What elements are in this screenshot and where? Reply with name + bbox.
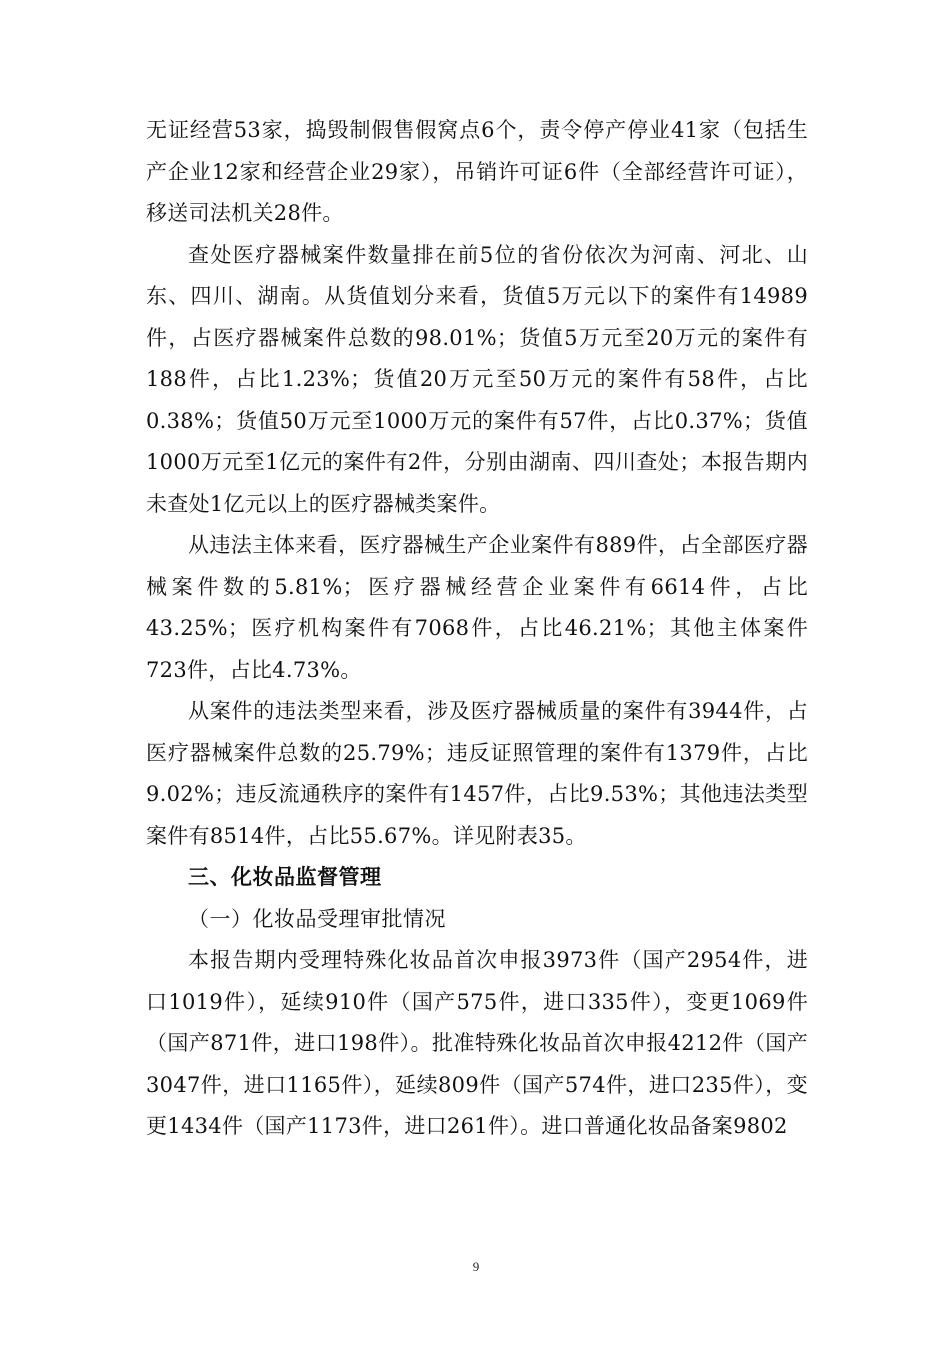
paragraph-cosmetics-applications: 本报告期内受理特殊化妆品首次申报3973件（国产2954件，进口1019件），延续910件（国产575件，进口335件），变更1069件（国产871件，进口198件）。批准特殊化妆品首次申报4212件（国产3047件，进口1165件），延续809件（国产574件，进口235件），变更1434件（国产1173件，进口261件）。进口普通化妆品备案9802 [146, 948, 808, 1138]
document-body [146, 110, 808, 1148]
paragraph-case-value-distribution: 查处医疗器械案件数量排在前5位的省份依次为河南、河北、山东、四川、湖南。从货值划分来看，货值5万元以下的案件有14989件，占医疗器械案件总数的98.01%；货值5万元至20万元的案件有188件，占比1.23%；货值20万元至50万元的案件有58件，占比0.38%；货值50万元至1000万元的案件有57件，占比0.37%；货值1000万元至1亿元的案件有2件，分别由湖南、四川查处；本报告期内未查处1亿元以上的医疗器械类案件。 [146, 242, 808, 516]
section-heading-cosmetics: 三、化妆品监督管理 [188, 865, 382, 889]
paragraph-enforcement-summary: 无证经营53家，捣毁制假售假窝点6个，责令停产停业41家（包括生产企业12家和经营企业29家），吊销许可证6件（全部经营许可证），移送司法机关28件。 [146, 118, 808, 225]
paragraph-violation-types: 从案件的违法类型来看，涉及医疗器械质量的案件有3944件，占医疗器械案件总数的25.79%；违反证照管理的案件有1379件，占比9.02%；违反流通秩序的案件有1457件，占比9.53%；其他违法类型案件有8514件，占比55.67%。详见附表35。 [146, 699, 808, 848]
page-number: 9 [472, 1259, 480, 1274]
paragraph-violation-subjects: 从违法主体来看，医疗器械生产企业案件有889件，占全部医疗器械案件数的5.81%；医疗器械经营企业案件有6614件，占比43.25%；医疗机构案件有7068件，占比46.21%；其他主体案件723件，占比4.73%。 [146, 533, 808, 682]
subsection-heading-cosmetics-approval: （一）化妆品受理审批情况 [188, 906, 446, 931]
